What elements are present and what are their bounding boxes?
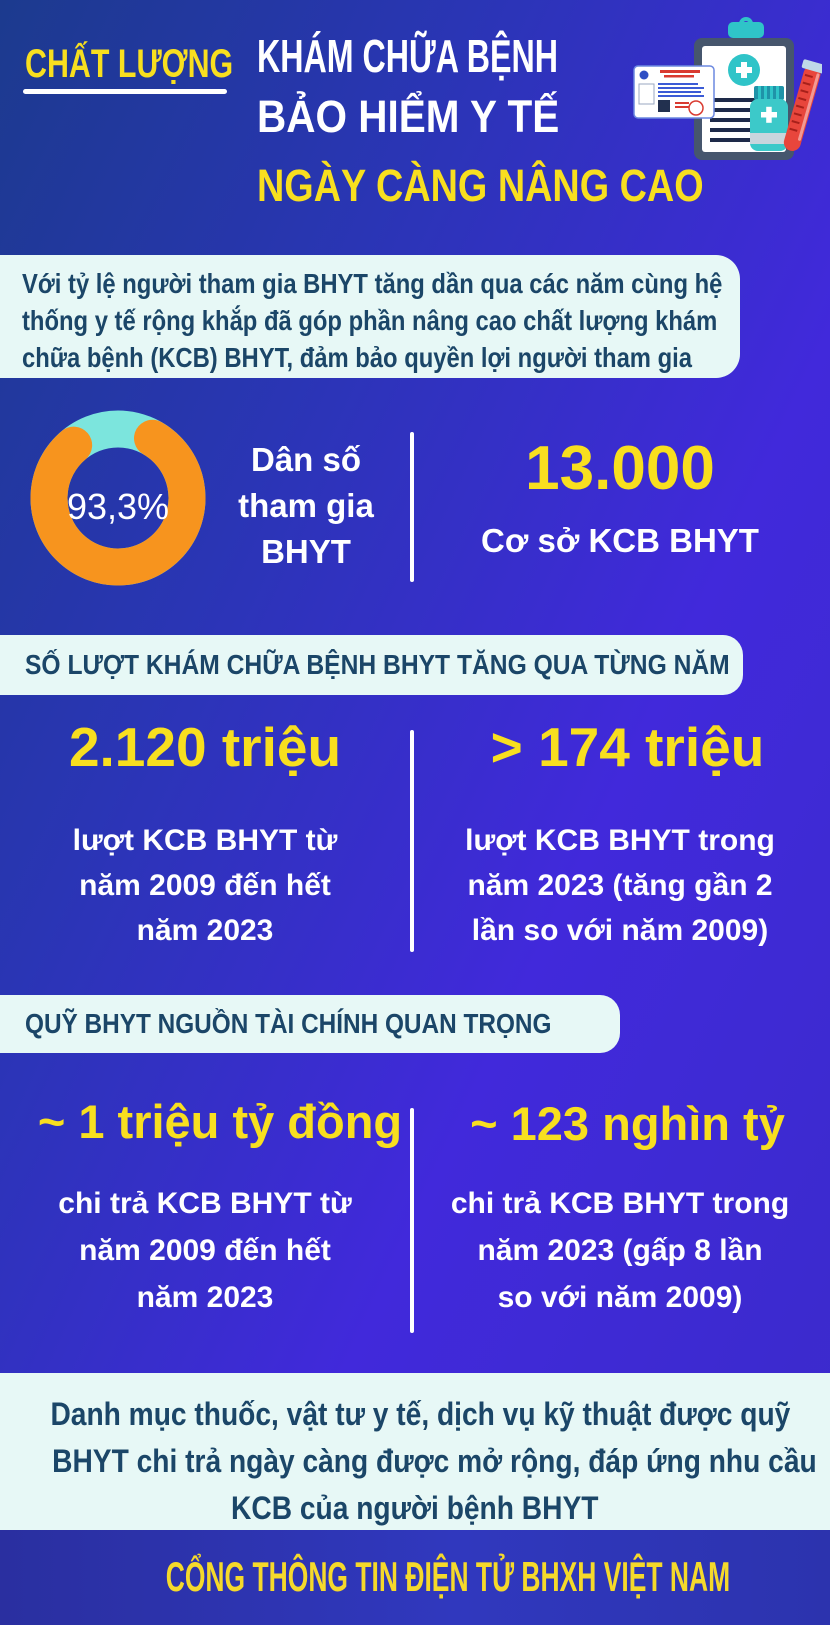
visits-right-desc [425, 818, 815, 953]
fund-left-desc-line3: năm 2023 [136, 1281, 274, 1314]
hero-title-line3-text: NGÀY CÀNG NÂNG CAO [257, 160, 704, 211]
card-qr-code [658, 100, 670, 112]
intro-box [0, 255, 740, 378]
medical-illustration [628, 14, 822, 166]
fund-section-header-text: QUỸ BHYT NGUỒN TÀI CHÍNH QUAN TRỌNG [25, 1008, 552, 1039]
hero-title-line2-text: BẢO HIỂM Y TẾ [257, 91, 560, 142]
visits-right-desc-line2: năm 2023 (tăng gần 2 [467, 869, 773, 902]
fund-right-desc-line3: so với năm 2009) [497, 1281, 743, 1314]
donut-label [221, 437, 391, 575]
visits-left-desc-line1: lượt KCB BHYT từ [72, 824, 338, 857]
badge-label: CHẤT LƯỢNG [25, 42, 234, 86]
visits-divider [410, 730, 414, 952]
overview-divider [410, 432, 414, 582]
visits-section-header [0, 635, 743, 695]
visits-left-desc [40, 818, 370, 953]
fund-left-value: ~ 1 triệu tỷ đồng [37, 1095, 403, 1148]
visits-left-desc-line3: năm 2023 [136, 914, 274, 947]
donut-label-line2: tham gia [238, 487, 374, 524]
card-photo-box [639, 84, 654, 104]
donut-label-line1: Dân số [250, 441, 362, 478]
insurance-card-icon [634, 66, 714, 118]
fund-left-desc-line1: chi trả KCB BHYT từ [58, 1187, 352, 1220]
visits-left-desc-line2: năm 2009 đến hết [79, 869, 331, 902]
note-box [0, 1373, 830, 1530]
fund-right-value: ~ 123 nghìn tỷ [470, 1097, 785, 1150]
visits-right-value: > 174 triệu [490, 716, 765, 778]
fund-right-desc-line2: năm 2023 (gấp 8 lần [477, 1234, 763, 1267]
fund-right-desc-line1: chi trả KCB BHYT trong [450, 1187, 790, 1220]
hero-title-line2 [257, 91, 593, 142]
fund-left-desc [40, 1180, 370, 1321]
intro-line-3: chữa bệnh (KCB) BHYT, đảm bảo quyền lợi người tham gia [22, 342, 692, 373]
note-line-2: BHYT chi trả ngày càng được mở rộng, đáp ứng nhu cầu [52, 1443, 817, 1479]
footer-text: CỔNG THÔNG TIN ĐIỆN TỬ BHXH VIỆT NAM [165, 1553, 731, 1600]
donut-label-line3: BHYT [261, 533, 351, 570]
note-line-3: KCB của người bệnh BHYT [231, 1490, 599, 1526]
medical-cross-icon [728, 54, 760, 86]
visits-left-value: 2.120 triệu [68, 716, 342, 778]
visits-section-header-text: SỐ LƯỢT KHÁM CHỮA BỆNH BHYT TĂNG QUA TỪNG NĂM [25, 649, 730, 680]
visits-right-desc-line1: lượt KCB BHYT trong [465, 824, 775, 857]
facility-value: 13.000 [525, 434, 715, 503]
badge-underline [23, 89, 227, 94]
intro-line-1: Với tỷ lệ người tham gia BHYT tăng dần qua các năm cùng hệ [22, 268, 723, 299]
intro-line-2: thống y tế rộng khắp đã góp phần nâng cao chất lượng khám [22, 305, 718, 336]
facility-label: Cơ sở KCB BHYT [481, 522, 759, 559]
donut-value: 93,3% [66, 486, 170, 527]
note-line-1: Danh mục thuốc, vật tư y tế, dịch vụ kỹ thuật được quỹ [50, 1396, 791, 1432]
fund-right-desc [420, 1180, 820, 1321]
fund-section-header [0, 995, 620, 1053]
hero-title-line3 [257, 160, 789, 211]
intro-text [0, 255, 740, 376]
hero-title-line1-text: KHÁM CHỮA BỆNH [257, 30, 558, 82]
clipboard-clip-icon [728, 22, 764, 38]
footer-band [0, 1530, 830, 1625]
fund-divider [410, 1108, 414, 1333]
fund-left-desc-line2: năm 2009 đến hết [79, 1234, 331, 1267]
note-text [0, 1373, 830, 1532]
visits-right-desc-line3: lần so với năm 2009) [471, 914, 769, 947]
hero-title-line1 [257, 30, 687, 82]
medicine-bottle-icon [750, 86, 788, 151]
